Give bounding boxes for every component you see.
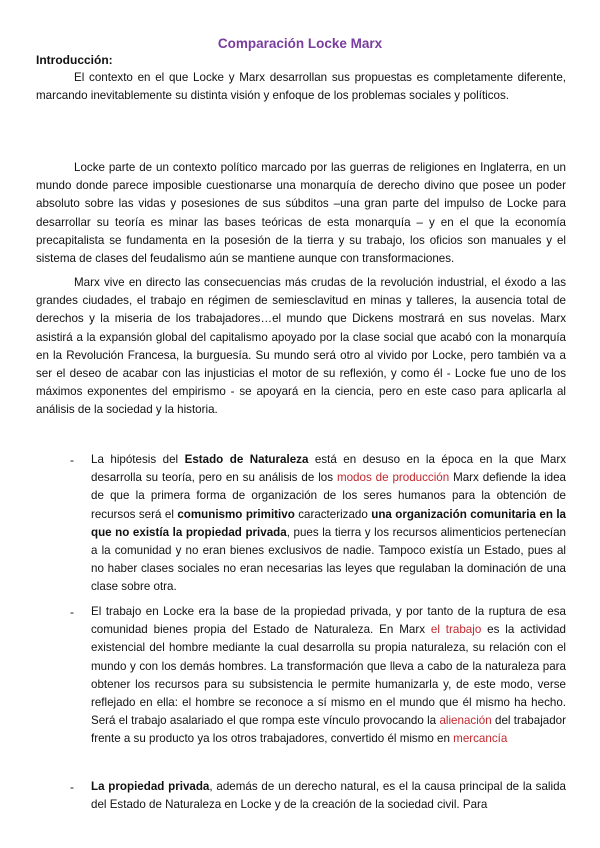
bullet-text-segment: está en desuso en la época en la que Marx desarrolla su teoría, pero en su análisis de los — [91, 453, 566, 485]
intro-paragraph-2: Locke parte de un contexto político marcado por las guerras de religiones en Inglaterra, en un mundo donde parece imposible cuestionarse una monarquía de derecho divino que posee un poder absoluto sobre las vidas y posesiones de sus súbditos –una gran parte del impulso de Locke para desarrollar su teoría es minar las bases teóricas de esta monarquía – y en el que la economía precapitalista se fundamenta en la posesión de la tierra y su trabajo, los oficios son manuales y el sistema de clases del feudalismo aún se mantiene aunque con transformaciones. — [36, 161, 566, 266]
bullet-text-segment: Marx defiende la idea de que la primera forma de organización de los seres humanos para la obtención de recursos será el — [91, 471, 566, 521]
bullet-text-segment: , pues la tierra y los recursos alimenticios pertenecían a la comunidad y no eran bienes exclusivos de nadie. Tampoco existía un Estado, pues al no haber clases sociales no eran necesarias las leyes que regulaban la dominación de una clase sobre otra. — [91, 525, 566, 594]
bold-term-estado-naturaleza: Estado de Naturaleza — [184, 453, 309, 466]
document-title: Comparación Locke Marx — [217, 36, 383, 51]
bullet-marker: - — [70, 605, 74, 619]
intro-heading: Introducción: — [36, 53, 113, 67]
bullet-text-segment: La hipótesis del — [91, 453, 185, 466]
bullet-text-segment: El trabajo en Locke era la base de la propiedad privada, y por tanto de la ruptura de esa comunidad bienes propia del Estado de Naturaleza. En Marx — [91, 605, 566, 637]
bullet-item-propiedad — [91, 778, 566, 814]
intro-paragraph-1: El contexto en el que Locke y Marx desarrollan sus propuestas es completamente diferente, marcando inevitablemente su distinta visión y enfoque de los problemas sociales y políticos. — [36, 71, 566, 103]
bullet-marker: - — [70, 453, 74, 467]
highlight-alienacion: alienación — [439, 714, 492, 728]
bullet-item-naturaleza — [91, 451, 566, 597]
bullet-text-segment: del trabajador frente a su producto ya los otros trabajadores, convertido él mismo en — [91, 714, 566, 746]
bullet-text-segment: caracterizado — [294, 507, 372, 521]
highlight-el-trabajo: el trabajo — [430, 623, 482, 637]
bold-term-organizacion-comunitaria: una organización comunitaria en la que no existía la propiedad privada — [91, 507, 566, 539]
bold-term-propiedad-privada: La propiedad privada — [91, 780, 210, 793]
intro-paragraph-3: Marx vive en directo las consecuencias más crudas de la revolución industrial, el éxodo a las grandes ciudades, el trabajo en régimen de semiesclavitud en minas y talleres, la ausencia total de derechos y la miseria de los trabajadores…el mundo que Dickens mostrará en sus novelas. Marx asistirá a la expansión global del capitalismo apoyado por la clase social que acabó con la monarquía en la Revolución Francesa, la burguesía. Su mundo será otro al vivido por Locke, pero también va a ser el deseo de acabar con las injusticias el motor de su reflexión, y como él - Locke fue uno de los máximos exponentes del empirismo - se apoyará en la ciencia, pero en este caso para aplicarla al análisis de la sociedad y la historia. — [36, 276, 566, 417]
bullet-marker: - — [70, 780, 74, 794]
bullet-text-segment: es la actividad existencial del hombre mediante la cual desarrolla su propia naturaleza, su relación con el mundo y con los demás hombres. La transformación que lleva a cabo de la naturaleza para obtener los recursos para su subsistencia le permite humanizarla y, de este modo, verse reflejado en ella: el hombre se reconoce a sí mismo en el mundo que él mismo ha hecho. Será el trabajo asalariado el que rompa este vínculo provocando la — [91, 623, 566, 728]
highlight-mercancia: mercancía — [453, 732, 508, 746]
bullet-item-trabajo — [91, 603, 566, 749]
bold-term-comunismo-primitivo: comunismo primitivo — [177, 507, 295, 521]
bullet-text-segment: , además de un derecho natural, es el la causa principal de la salida del Estado de Naturaleza en Locke y de la creación de la sociedad civil. Para — [91, 780, 566, 812]
highlight-modos-produccion: modos de producción — [336, 471, 450, 485]
